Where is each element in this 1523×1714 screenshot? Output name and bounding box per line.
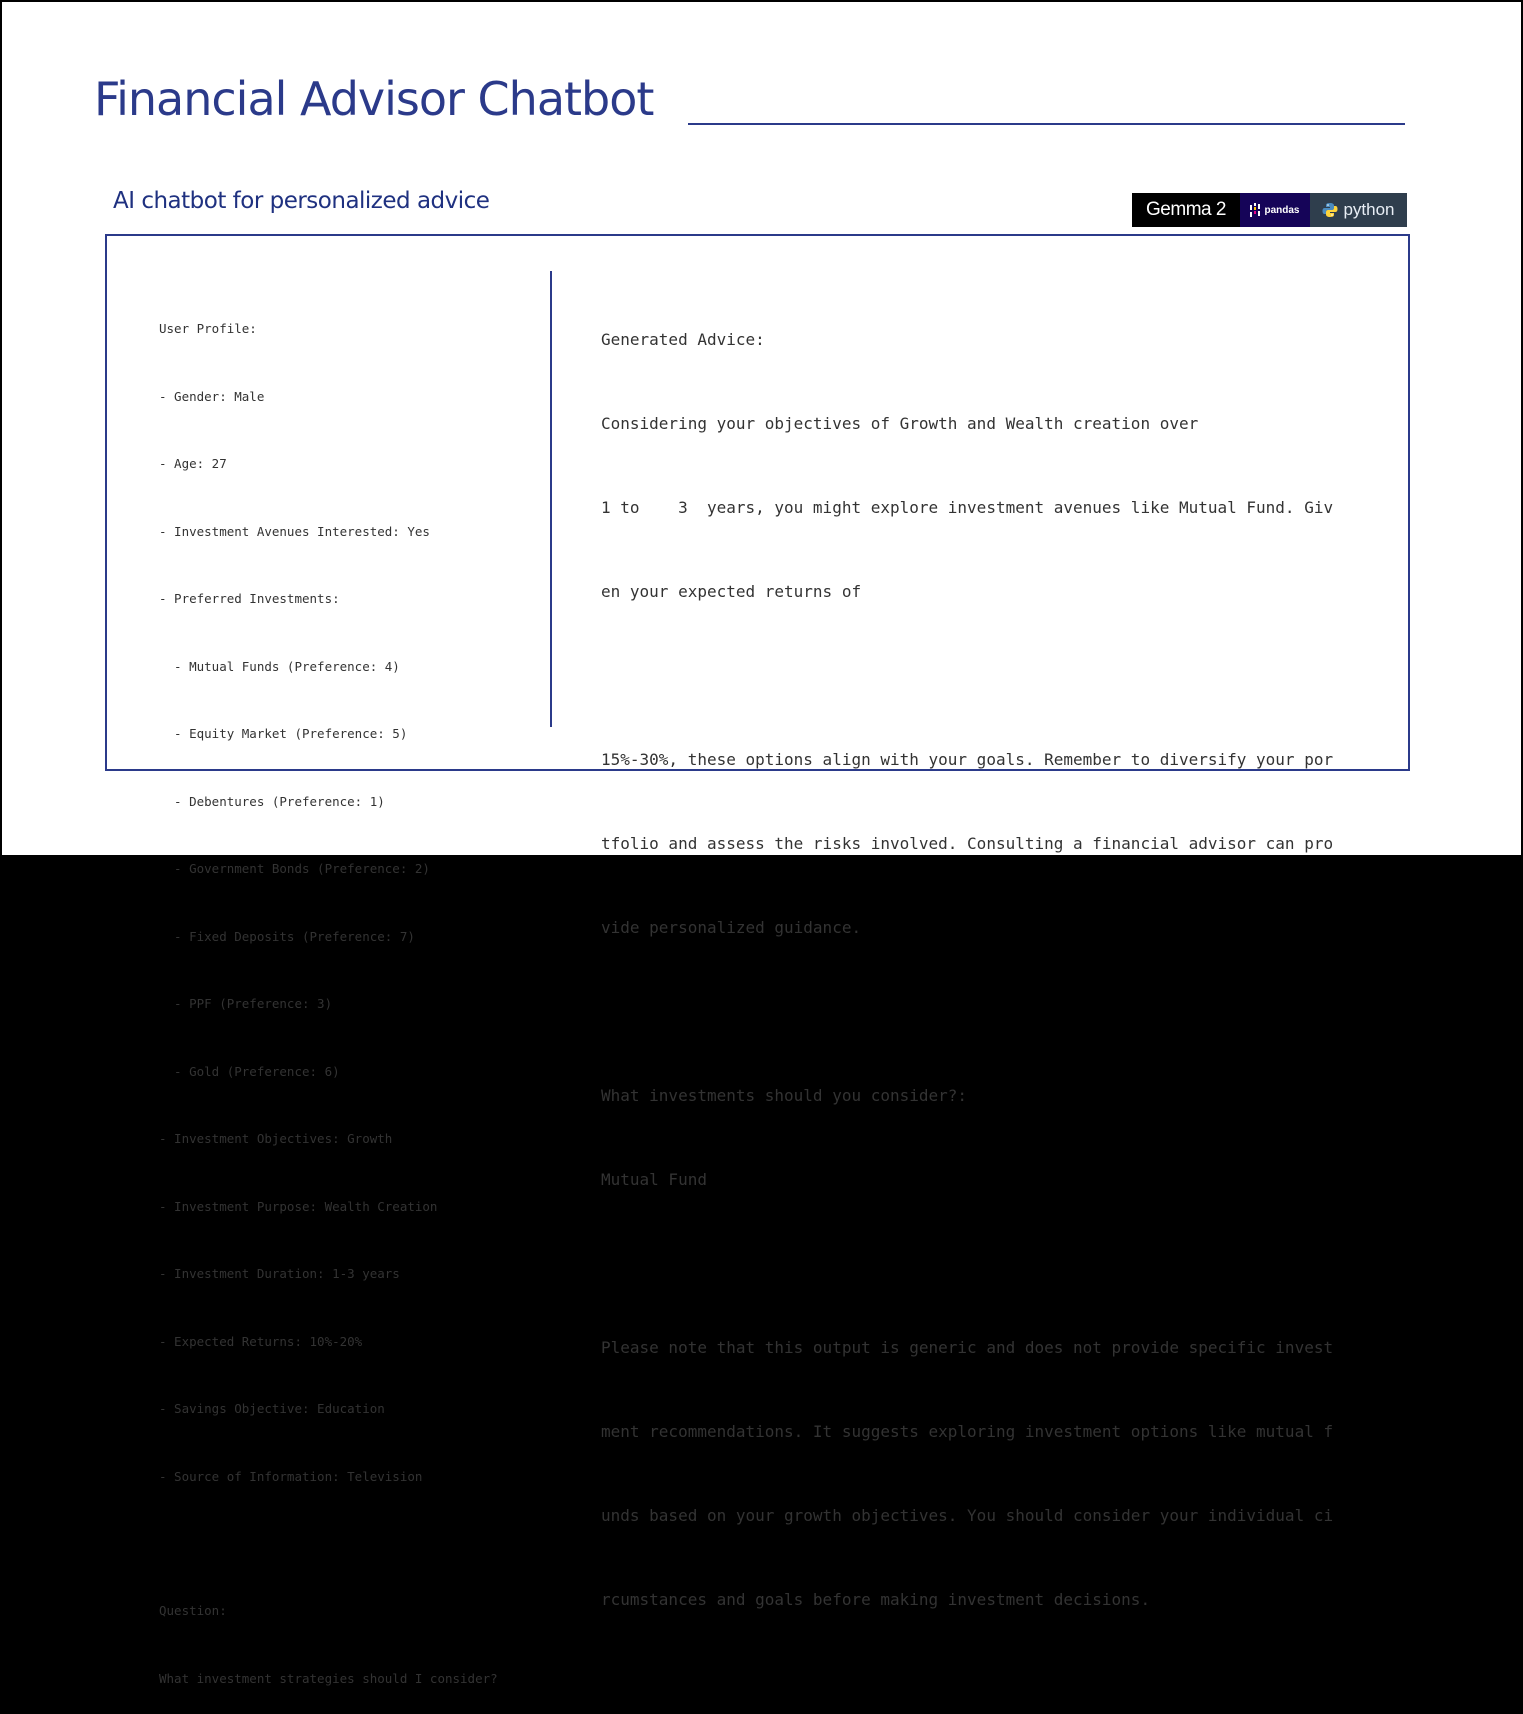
user-profile-heading: User Profile: [159, 321, 257, 336]
profile-line: - Gold (Preference: 6) [159, 1063, 340, 1079]
profile-line: - Equity Market (Preference: 5) [159, 726, 408, 741]
advice-heading: Generated Advice: [601, 330, 765, 349]
gemma-label: Gemma 2 [1146, 199, 1226, 220]
profile-line: - Fixed Deposits (Preference: 7) [159, 928, 415, 944]
user-profile-block [159, 273, 539, 1714]
profile-line: - Debentures (Preference: 1) [159, 793, 385, 809]
consider-label: What investments should you consider?: [601, 1086, 968, 1105]
profile-line: - Government Bonds (Preference: 2) [159, 861, 430, 876]
profile-line: - Expected Returns: 10%-20% [159, 1333, 363, 1349]
advice-line: vide personalized guidance. [601, 918, 862, 937]
advice-line: ment recommendations. It suggests exploring investment options like mutual f [601, 1422, 1334, 1441]
column-divider [550, 271, 552, 727]
advice-line: Considering your objectives of Growth and Wealth creation over [601, 414, 1199, 433]
advice-line: 15%-30%, these options align with your goals. Remember to diversify your por [601, 750, 1334, 769]
subtitle: AI chatbot for personalized advice [113, 188, 490, 214]
profile-line: - Gender: Male [159, 388, 265, 404]
pandas-label: pandas [1264, 204, 1300, 216]
consider-value: Mutual Fund [601, 1170, 707, 1189]
advice-line: en your expected returns of [601, 582, 862, 601]
python-badge [1310, 193, 1407, 227]
python-logo-icon [1322, 202, 1338, 218]
profile-line: - Savings Objective: Education [159, 1401, 385, 1416]
profile-line: - Investment Avenues Interested: Yes [159, 523, 430, 539]
tech-badges [1132, 193, 1407, 227]
profile-line: - Investment Purpose: Wealth Creation [159, 1198, 438, 1214]
profile-line: - Preferred Investments: [159, 591, 340, 606]
advice-line: tfolio and assess the risks involved. Consulting a financial advisor can pro [601, 834, 1334, 853]
advice-line: unds based on your growth objectives. You should consider your individual ci [601, 1506, 1334, 1525]
pandas-badge [1240, 193, 1310, 227]
pandas-logo-icon [1250, 202, 1260, 218]
profile-line: - Investment Objectives: Growth [159, 1131, 393, 1146]
profile-line: - Source of Information: Television [159, 1468, 423, 1484]
profile-line: - Age: 27 [159, 456, 227, 471]
advice-line: Please note that this output is generic and does not provide specific invest [601, 1338, 1334, 1357]
advice-line: 1 to 3 years, you might explore investment avenues like Mutual Fund. Giv [601, 498, 1334, 517]
slide [2, 2, 1521, 1686]
question-text: What investment strategies should I consider? [159, 1670, 498, 1686]
chat-panel [105, 234, 1410, 1686]
generated-advice-block [601, 270, 1371, 1670]
gemma-badge [1132, 193, 1240, 227]
page-title: Financial Advisor Chatbot [94, 72, 654, 126]
profile-line: - Mutual Funds (Preference: 4) [159, 658, 400, 674]
python-label: python [1343, 200, 1395, 219]
profile-line: - PPF (Preference: 3) [159, 996, 333, 1011]
profile-line: - Investment Duration: 1-3 years [159, 1266, 400, 1281]
advice-line: rcumstances and goals before making investment decisions. [601, 1590, 1151, 1609]
title-underline [688, 123, 1405, 125]
question-label: Question: [159, 1603, 227, 1618]
